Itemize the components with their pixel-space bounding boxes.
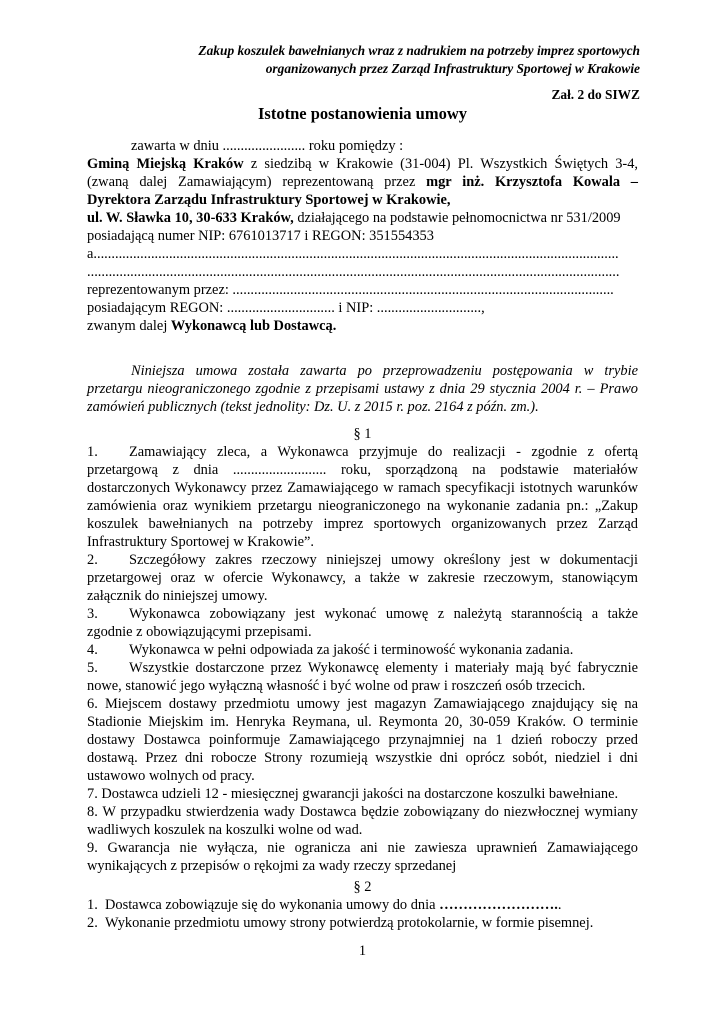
contractor-blank-line-2: .................................................................................................................................................... xyxy=(87,264,620,280)
s1-p1-line-2: przetargową z dnia .......................... roku, sporządzoną na podstawie materiałów xyxy=(87,462,638,478)
preamble-line-2: przetargu nieograniczonego zgodnie z przepisami ustawy z dnia 29 stycznia 2004 r. – Prawo xyxy=(87,381,638,397)
parties-line-4: Dyrektora Zarządu Infrastruktury Sportowej w Krakowie, xyxy=(87,192,451,208)
parties-line-3: (zwaną dalej Zamawiającym) reprezentowaną przez mgr inż. Krzysztofa Kowala – xyxy=(87,174,638,190)
s2-p2-line: 2. Wykonanie przedmiotu umowy strony potwierdzą protokolarnie, w formie pisemnej. xyxy=(87,915,594,931)
parties-line-5: ul. W. Sławka 10, 30-633 Kraków, działającego na podstawie pełnomocnictwa nr 531/2009 xyxy=(87,210,621,226)
parties-line-2: Gminą Miejską Kraków z siedzibą w Krakowie (31-004) Pl. Wszystkich Świętych 3-4, xyxy=(87,156,639,172)
page-number: 1 xyxy=(358,943,367,959)
s1-p5-line-2: nowe, stanowić jego wyłączną własność i być wolne od praw i roszczeń osób trzecich. xyxy=(87,678,586,694)
contractor-label-line: zwanym dalej Wykonawcą lub Dostawcą. xyxy=(87,318,337,334)
s1-p2-line-2: przetargowej oraz w ofercie Wykonawcy, a także w zakresie rzeczowym, stanowiącym xyxy=(87,570,638,586)
s1-p3-line-2: zgodnie z obowiązującymi przepisami. xyxy=(87,624,312,640)
section-1-heading: § 1 xyxy=(353,426,372,442)
s1-p1-line-5: koszulek bawełnianych na potrzeby imprez sportowych organizowanych przez Zarząd xyxy=(87,516,638,532)
s1-p1-line-3: dostarczonych Wykonawcy przez Zamawiającego w ramach specyfikacji istotnych warunków xyxy=(87,480,638,496)
header-line-1: Zakup koszulek bawełnianych wraz z nadrukiem na potrzeby imprez sportowych xyxy=(198,43,640,58)
document-title: Istotne postanowienia umowy xyxy=(257,104,468,123)
s1-p8-line-2: wadliwych koszulek na koszulki wolne od wad. xyxy=(87,822,363,838)
attachment-label: Zał. 2 do SIWZ xyxy=(551,87,640,102)
s1-p1-line-1: 1. Zamawiający zleca, a Wykonawca przyjmuje do realizacji - zgodnie z ofertą xyxy=(87,444,638,460)
s2-p1-line: 1. Dostawca zobowiązuje się do wykonania umowy do dnia …………………….. xyxy=(87,897,562,913)
s1-p6-line-4: dostawą. Przez dni robocze Strony rozumieją wszystkie dni oprócz sobót, niedziel i dni xyxy=(87,750,638,766)
s1-p4-line-1: 4. Wykonawca w pełni odpowiada za jakość i terminowość wykonania zadania. xyxy=(87,642,574,658)
s1-p7-line-1: 7. Dostawca udzieli 12 - miesięcznej gwarancji jakości na dostarczone koszulki bawełniane. xyxy=(87,786,619,802)
representative-line: reprezentowanym przez: .......................................................................................................... xyxy=(87,282,614,298)
preamble-line-1: Niniejsza umowa została zawarta po przeprowadzeniu postępowania w trybie xyxy=(131,363,638,379)
s1-p3-line-1: 3. Wykonawca zobowiązany jest wykonać umowę z należytą starannością a także xyxy=(87,606,638,622)
preamble-line-3: zamówień publicznych (tekst jednolity: Dz. U. z 2015 r. poz. 2164 z późn. zm.). xyxy=(87,399,539,415)
s1-p8-line-1: 8. W przypadku stwierdzenia wady Dostawca będzie zobowiązany do niezwłocznej wymiany xyxy=(87,804,638,820)
s1-p6-line-2: Stadionie Miejskim im. Henryka Reymana, ul. Reymonta 20, 30-059 Kraków. O terminie xyxy=(87,714,638,730)
s1-p6-line-3: dostawy Dostawca poinformuje Zamawiającego przynajmniej na 1 dzień roboczy przed xyxy=(87,732,638,748)
s1-p5-line-1: 5. Wszystkie dostarczone przez Wykonawcę elementy i materiały mają być fabrycznie xyxy=(87,660,638,676)
header-line-2: organizowanych przez Zarząd Infrastruktury Sportowej w Krakowie xyxy=(265,61,640,76)
s1-p2-line-1: 2. Szczegółowy zakres rzeczowy niniejszej umowy określony jest w dokumentacji xyxy=(87,552,638,568)
s1-p6-line-1: 6. Miejscem dostawy przedmiotu umowy jest magazyn Zamawiającego znajdujący się na xyxy=(87,696,638,712)
parties-line-1: zawarta w dniu ....................... roku pomiędzy : xyxy=(131,138,404,154)
regon-nip-line: posiadającym REGON: .............................. i NIP: ............................., xyxy=(87,300,485,316)
parties-line-6: posiadającą numer NIP: 6761013717 i REGON: 351554353 xyxy=(87,228,434,244)
s1-p6-line-5: ustawowo wolnych od pracy. xyxy=(87,768,255,784)
contractor-blank-line-1: a.................................................................................................................................................. xyxy=(87,246,619,262)
s1-p2-line-3: załącznik do niniejszej umowy. xyxy=(87,588,268,604)
s1-p1-line-4: zamówienia oraz wynikiem przetargu nieograniczonego na wykonanie zadania pn.: „Zakup xyxy=(87,498,638,514)
s1-p9-line-2: wynikających z przepisów o rękojmi za wady rzeczy sprzedanej xyxy=(87,858,457,874)
section-2-heading: § 2 xyxy=(353,879,372,895)
s1-p1-line-6: Infrastruktury Sportowej w Krakowie”. xyxy=(87,534,314,550)
s1-p9-line-1: 9. Gwarancja nie wyłącza, nie ogranicza ani nie zawiesza uprawnień Zamawiającego xyxy=(87,840,638,856)
